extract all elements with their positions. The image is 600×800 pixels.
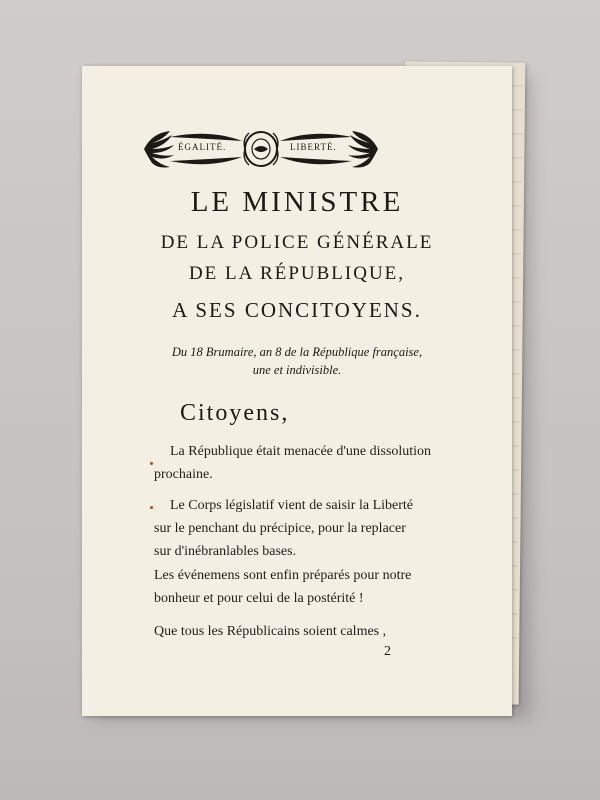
ink-spot: [150, 506, 153, 509]
body-line: sur le penchant du précipice, pour la replacer: [154, 521, 406, 536]
laurel-wreath-icon: [130, 124, 392, 174]
body-line: prochaine.: [154, 467, 213, 482]
body-line: Le Corps législatif vient de saisir la Liberté: [170, 498, 413, 513]
banner-left-label: ÉGALITÉ.: [178, 142, 227, 152]
ornamental-banner: [130, 124, 392, 174]
ink-spot: [150, 462, 153, 465]
date-line-1: Du 18 Brumaire, an 8 de la République française,: [171, 345, 423, 359]
document-page: [82, 66, 512, 716]
body-line: Que tous les Républicains soient calmes ,: [154, 624, 387, 639]
body-line: bonheur et pour celui de la postérité !: [154, 591, 364, 606]
body-line: La République était menacée d'une dissolution: [170, 444, 432, 459]
body-line: sur d'inébranlables bases.: [154, 544, 297, 559]
title-police: DE LA POLICE GÉNÉRALE: [160, 232, 434, 253]
date-line-2: une et indivisible.: [252, 363, 342, 377]
body-line: Les événemens sont enfin préparés pour notre: [154, 568, 412, 583]
banner-right-label: LIBERTÉ.: [290, 142, 337, 152]
salutation: Citoyens,: [180, 400, 290, 426]
title-concitoyens: A SES CONCITOYENS.: [172, 298, 422, 322]
title-republique: DE LA RÉPUBLIQUE,: [188, 263, 406, 284]
title-ministre: LE MINISTRE: [190, 186, 404, 218]
page-number: 2: [384, 644, 391, 659]
